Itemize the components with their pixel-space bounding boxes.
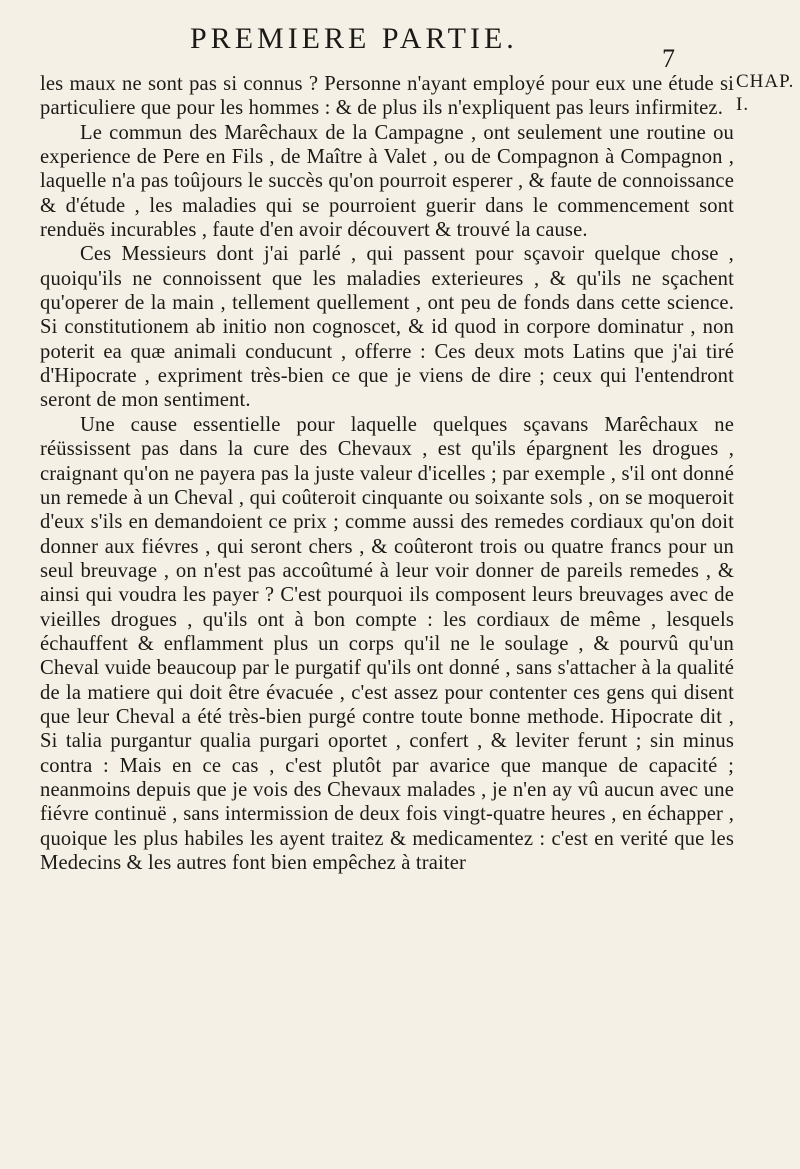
page-header [190, 18, 675, 73]
chapter-margin-note: CHAP. I. [736, 71, 795, 115]
paragraph: Une cause essentielle pour laquelle quelques sçavans Marêchaux ne réüssissent pas dans la cure des Chevaux , est qu'ils épargnent les drogues , craignant qu'on ne payera pas la juste valeur d'icelles ; par exemple , s'il ont donné un remede à un Cheval , qui coûteroit cinquante ou soixante sols , on se moqueroit d'eux s'ils en demandoient ce prix ; comme aussi des remedes cordiaux qu'on doit donner aux fiévres , qui seront chers , & coûteront trois ou quatre francs pour un seul breuvage , on n'est pas accoûtumé à leur voir donner de pareils remedes , & ainsi qui voudra les payer ? C'est pourquoi ils composent leurs breuvages avec de vieilles drogues , qu'ils ont à bon compte : les cordiaux de même , lesquels échauffent & enflamment plus un corps qu'il ne le soulage , & pourvû qu'un Cheval vuide beaucoup par le purgatif qu'ils ont donné , sans s'attacher à la qualité de la matiere qui doit être évacuée , c'est assez pour contenter ces gens qui disent que leur Cheval a été très-bien purgé contre toute bonne methode. Hipocrate dit , Si talia purgantur qualia purgari oportet , confert , & leviter ferunt ; sin minus contra : Mais en ce cas , c'est plutôt par avarice que manque de capacité ; neanmoins depuis que je vois des Chevaux malades , je n'en ay vû aucun avec une fiévre continuë , sans intermission de deux fois vingt-quatre heures , en échapper , quoique les plus habiles les ayent traitez & medicamentez : c'est en verité que les Medecins & les autres font bien empêchez à traiter [40, 413, 734, 874]
body-text [40, 72, 734, 875]
running-title: PREMIERE PARTIE. [190, 22, 518, 55]
page-number: 7 [662, 44, 675, 73]
paragraph: Ces Messieurs dont j'ai parlé , qui passent pour sçavoir quelque chose , quoiqu'ils ne connoissent que les maladies exterieures , & qu'ils ne sçachent qu'operer de la main , tellement quellement , ont peu de fonds dans cette science. Si constitutionem ab initio non cognoscet, & id quod in corpore dominatur , non poterit ea quæ animali conducunt , offerre : Ces deux mots Latins que j'ai tiré d'Hipocrate , expriment très-bien ce que je viens de dire ; ceux qui l'entendront seront de mon sentiment. [40, 243, 734, 412]
paragraph-continuation: les maux ne sont pas si connus ? Personne n'ayant employé pour eux une étude si particuliere que pour les hommes : & de plus ils n'expliquent pas leurs infirmitez. [40, 73, 734, 120]
paragraph: Le commun des Marêchaux de la Campagne , ont seulement une routine ou experience de Pere en Fils , de Maître à Valet , ou de Compagnon à Compagnon , laquelle n'a pas toûjours le succès qu'on pourroit esperer , & faute de connoissance & d'étude , les maladies qui se pourroient guerir dans le commencement sont renduës incurables , faute d'en avoir découvert & trouvé la cause. [40, 121, 734, 242]
